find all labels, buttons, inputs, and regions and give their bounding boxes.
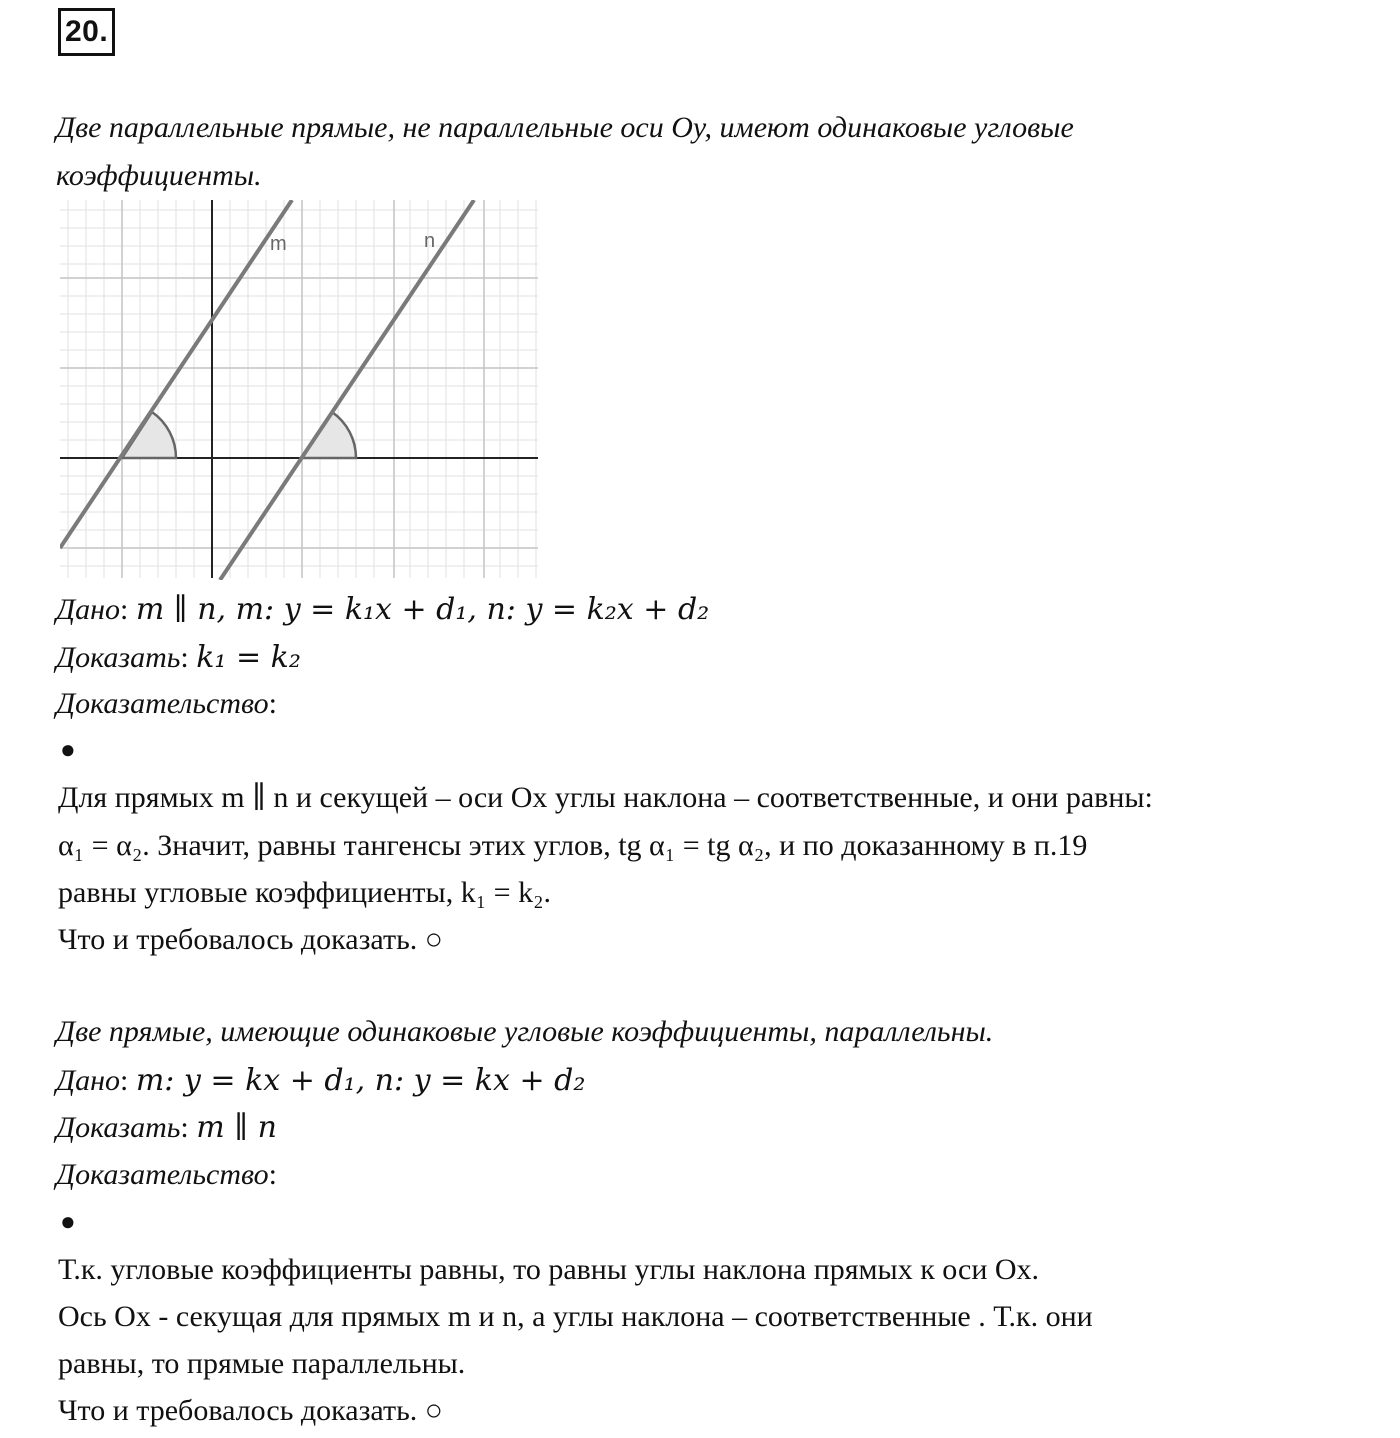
part1-statement-line2: коэффициенты. xyxy=(56,159,262,192)
part2-statement: Две прямые, имеющие одинаковые угловые коэффициенты, параллельны. xyxy=(56,1015,994,1048)
major-grid xyxy=(60,200,538,578)
part2-proof-line1: Т.к. угловые коэффициенты равны, то равны углы наклона прямых к оси Ox. xyxy=(58,1253,1040,1286)
part1-proof-line3: равны угловые коэффициенты, k₁ = k₂. xyxy=(58,876,552,909)
part2-given: Дано: m: y = kx + d₁, n: y = kx + d₂ xyxy=(56,1063,586,1098)
line-n xyxy=(220,200,474,580)
given-expression: m ∥ n, m: y = k₁x + d₁, n: y = k₂x + d₂ xyxy=(135,592,710,627)
part1-statement-line1: Две параллельные прямые, не параллельные оси Oy, имеют одинаковые угловые xyxy=(56,111,1074,144)
angle-alpha1-marker xyxy=(122,412,176,458)
prove-label: Доказать xyxy=(56,1111,181,1144)
prove-label: Доказать xyxy=(56,641,181,674)
part2-proof-heading: Доказательство: xyxy=(56,1158,277,1191)
line-m-label: m xyxy=(270,233,287,255)
part1-proof-heading: Доказательство: xyxy=(56,687,277,720)
part2-conclusion: Что и требовалось доказать. ○ xyxy=(58,1394,443,1427)
part2-proof-line3: равны, то прямые параллельны. xyxy=(58,1347,466,1380)
task-number-badge: 20. xyxy=(58,8,115,56)
given-label: Дано xyxy=(56,1064,120,1097)
prove-expression: m ∥ n xyxy=(196,1110,277,1145)
part2-proof-line2: Ось Ox - секущая для прямых m и n, а углы наклона – соответственные . Т.к. они xyxy=(58,1300,1093,1333)
minor-grid xyxy=(60,200,538,578)
line-n-label: n xyxy=(424,230,436,252)
part1-prove: Доказать: k₁ = k₂ xyxy=(56,640,301,675)
part1-proof-line1: Для прямых m ∥ n и секущей – оси Ox углы наклона – соответственные, и они равны: xyxy=(58,781,1153,814)
part2-bullet: ● xyxy=(60,1207,76,1236)
part2-prove: Доказать: m ∥ n xyxy=(56,1110,277,1145)
proof-label: Доказательство xyxy=(56,687,269,720)
prove-expression: k₁ = k₂ xyxy=(196,640,301,675)
part1-proof-line2: α₁ = α₂. Значит, равны тангенсы этих углов, tg α₁ = tg α₂, и по доказанному в п.19 xyxy=(58,829,1088,862)
given-label: Дано xyxy=(56,593,120,626)
given-expression: m: y = kx + d₁, n: y = kx + d₂ xyxy=(135,1063,586,1098)
part1-bullet: ● xyxy=(60,735,76,764)
part1-given: Дано: m ∥ n, m: y = k₁x + d₁, n: y = k₂x + d₂ xyxy=(56,592,710,627)
part1-conclusion: Что и требовалось доказать. ○ xyxy=(58,923,443,956)
proof-label: Доказательство xyxy=(56,1158,269,1191)
parallel-lines-graph xyxy=(60,200,540,580)
